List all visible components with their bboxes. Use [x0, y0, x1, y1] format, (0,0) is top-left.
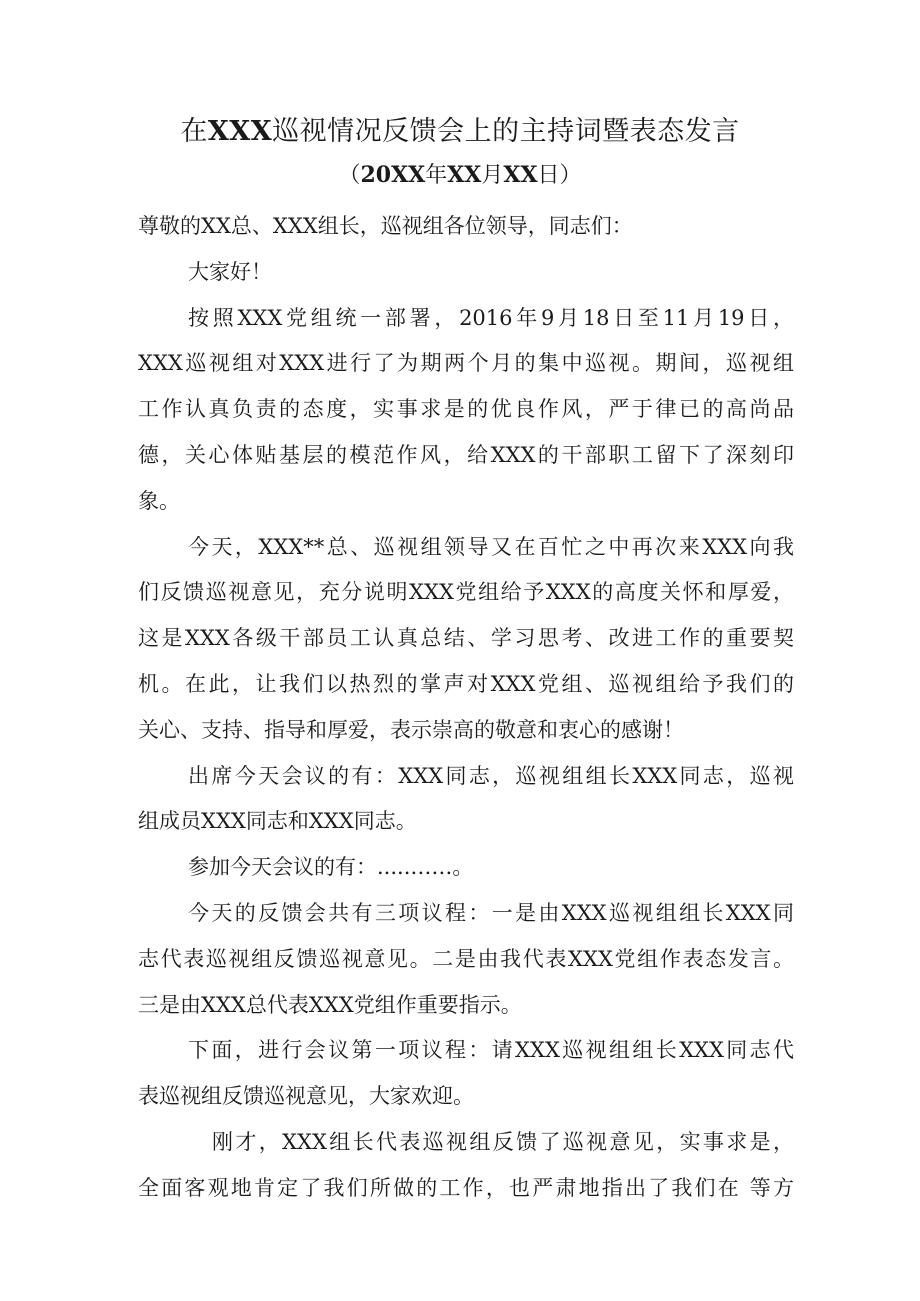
text-line: 下面，进行会议第一项议程：请XXX巡视组组长XXX同志代	[188, 1038, 794, 1063]
salutation-paragraph	[138, 204, 794, 250]
text-line: 参加今天会议的有：.....……。	[188, 855, 474, 880]
date-year-unit: 年	[425, 163, 448, 188]
body-paragraph	[138, 296, 794, 525]
text-line: XXX巡视组对XXX进行了为期两个月的集中巡视。期间，巡视组	[138, 351, 794, 376]
text-line: 全面客观地肯定了我们所做的工作，也严肃地指出了我们在 等方	[138, 1175, 794, 1200]
body-paragraph	[138, 845, 794, 891]
date-year: 20XX	[360, 162, 426, 188]
text-line: 志代表巡视组反馈巡视意见。二是由我代表XXX党组作表态发言。	[138, 946, 794, 971]
text-line: 大家好！	[188, 259, 272, 284]
date-day: XX	[503, 162, 538, 188]
text-line: 机。在此，让我们以热烈的掌声对XXX党组、巡视组给予我们的	[138, 671, 794, 696]
text-line: 出席今天会议的有：XXX同志，巡视组组长XXX同志，巡视	[188, 763, 794, 788]
body-paragraph	[138, 525, 794, 754]
text-line: 德，关心体贴基层的模范作风，给XXX的干部职工留下了深刻印	[138, 442, 794, 467]
text-line: 们反馈巡视意见，充分说明XXX党组给予XXX的高度关怀和厚爱，	[138, 580, 794, 605]
body-paragraph	[138, 1120, 794, 1212]
document-date	[0, 158, 920, 193]
text-line: 刚才，XXX组长代表巡视组反馈了巡视意见，实事求是，	[212, 1129, 794, 1154]
text-line: 今天的反馈会共有三项议程：一是由XXX巡视组组长XXX同	[188, 900, 794, 925]
date-day-unit: 日）	[537, 163, 582, 188]
body-paragraph	[138, 1028, 794, 1120]
title-bold-placeholder: XXX	[207, 116, 273, 147]
text-line: 三是由XXX总代表XXX党组作重要指示。	[138, 992, 522, 1017]
text-line: 工作认真负责的态度，实事求是的优良作风，严于律已的高尚品	[138, 397, 794, 422]
body-paragraph	[138, 754, 794, 846]
text-line: 表巡视组反馈巡视意见，大家欢迎。	[138, 1084, 474, 1109]
text-line: 尊敬的XX总、XXX组长，巡视组各位领导，同志们：	[138, 214, 633, 238]
body-paragraph	[138, 891, 794, 1028]
text-line: 这是XXX各级干部员工认真总结、学习思考、改进工作的重要契	[138, 626, 794, 651]
text-line: 象。	[138, 488, 180, 513]
text-line: 今天，XXX**总、巡视组领导又在百忙之中再次来XXX向我	[188, 534, 794, 559]
date-open: （	[338, 163, 361, 188]
date-month-unit: 月	[481, 163, 504, 188]
text-line: 关心、支持、指导和厚爱，表示崇高的敬意和衷心的感谢！	[138, 717, 684, 742]
text-line: 组成员XXX同志和XXX同志。	[138, 809, 417, 834]
greeting-paragraph	[138, 250, 794, 296]
document-title	[0, 112, 920, 152]
date-month: XX	[447, 162, 482, 188]
title-prefix: 在	[180, 116, 208, 147]
title-suffix: 巡视情况反馈会上的主持词暨表态发言	[272, 116, 740, 147]
document-body	[138, 204, 794, 1212]
text-line: 按照XXX党组统一部署，2016年9月18日至11月19日，	[188, 305, 794, 330]
